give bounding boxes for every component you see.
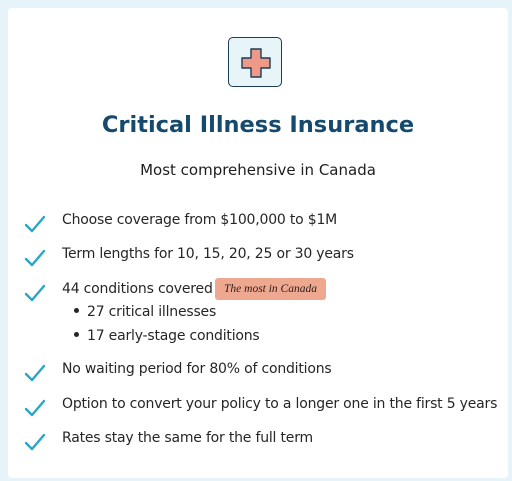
most-in-canada-badge: The most in Canada xyxy=(215,278,326,300)
feature-text: Option to convert your policy to a longer one in the first 5 years xyxy=(62,396,498,412)
checkmark-icon xyxy=(24,398,46,418)
bullet-icon xyxy=(74,332,79,337)
feature-text: No waiting period for 80% of conditions xyxy=(62,361,332,377)
checkmark-icon xyxy=(24,283,46,303)
bullet-icon xyxy=(74,308,79,313)
feature-text: Term lengths for 10, 15, 20, 25 or 30 years xyxy=(62,246,354,262)
feature-text: Rates stay the same for the full term xyxy=(62,430,313,446)
page-title: Critical Illness Insurance xyxy=(101,112,415,138)
page-subtitle: Most comprehensive in Canada xyxy=(140,161,376,179)
sub-list-text: 17 early-stage conditions xyxy=(87,328,260,344)
feature-text: 44 conditions covered xyxy=(62,281,213,297)
medical-cross-icon xyxy=(228,37,282,87)
insurance-card xyxy=(8,8,508,478)
checkmark-icon xyxy=(24,214,46,234)
checkmark-icon xyxy=(24,432,46,452)
checkmark-icon xyxy=(24,248,46,268)
checkmark-icon xyxy=(24,363,46,383)
sub-list-item xyxy=(74,304,216,320)
sub-list-text: 27 critical illnesses xyxy=(87,304,217,320)
feature-text: Choose coverage from $100,000 to $1M xyxy=(62,212,338,228)
sub-list-item xyxy=(74,328,260,344)
